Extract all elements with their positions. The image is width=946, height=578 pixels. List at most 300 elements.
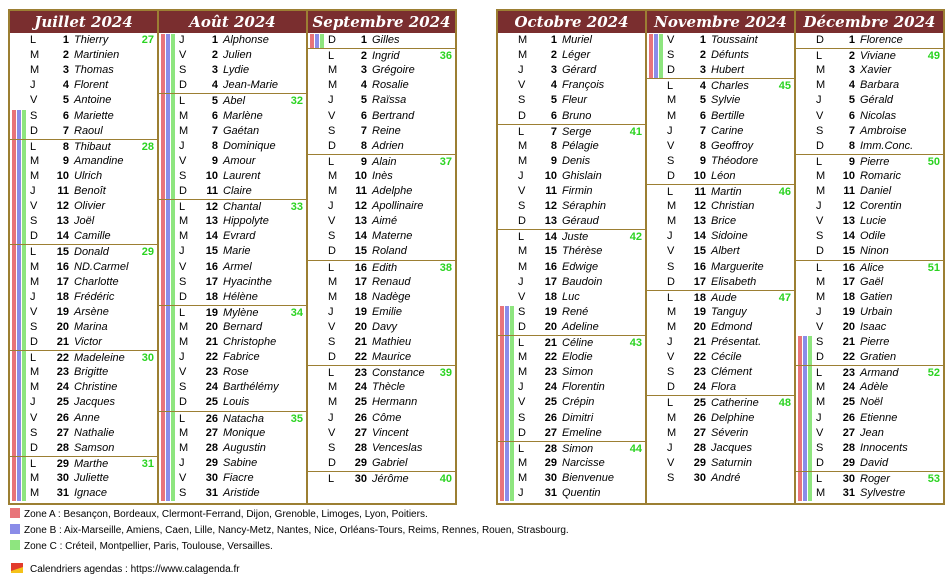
day-row (796, 456, 943, 471)
saint-name: Innocents (860, 441, 908, 454)
day-row (159, 365, 306, 380)
day-row (308, 260, 455, 276)
week-number: 30 (141, 352, 154, 365)
day-number: 15 (205, 245, 218, 258)
day-letter: D (328, 139, 336, 152)
week-number: 32 (290, 95, 303, 108)
saint-name: Thècle (372, 381, 406, 394)
day-row (647, 305, 794, 320)
day-number: 23 (354, 367, 367, 380)
day-number: 24 (842, 381, 855, 394)
day-row (308, 78, 455, 93)
day-number: 4 (211, 79, 218, 92)
saint-name: Augustin (223, 441, 266, 454)
day-number: 1 (699, 34, 706, 46)
day-row (159, 471, 306, 486)
day-number: 14 (354, 230, 367, 243)
day-letter: L (816, 367, 823, 380)
saint-name: Gaétan (223, 124, 260, 137)
day-letter: M (30, 381, 40, 394)
day-letter: D (816, 456, 824, 469)
saint-name: Isaac (860, 320, 887, 333)
day-number: 7 (360, 124, 367, 137)
day-letter: L (30, 457, 37, 470)
day-letter: D (179, 396, 187, 409)
day-number: 9 (550, 154, 557, 167)
day-letter: M (518, 154, 528, 167)
day-row (308, 426, 455, 441)
day-row (796, 214, 943, 229)
day-letter: M (328, 275, 338, 288)
day-letter: J (179, 456, 185, 469)
saint-name: Fabrice (223, 351, 260, 364)
calendar-block-jul-sep (8, 9, 457, 505)
day-row (647, 48, 794, 63)
day-number: 19 (354, 305, 367, 318)
footer-link[interactable]: Calendriers agendas : https://www.calagenda.fr (30, 564, 240, 575)
saint-name: Rose (223, 366, 249, 379)
day-row (498, 184, 645, 199)
saint-name: Marie (223, 245, 251, 258)
day-letter: L (179, 306, 186, 319)
saint-name: Lucie (860, 215, 887, 228)
saint-name: Noël (860, 396, 883, 409)
saint-name: Muriel (562, 34, 592, 46)
day-row (159, 305, 306, 321)
day-row (796, 320, 943, 335)
day-number: 21 (842, 336, 855, 348)
day-letter: M (667, 109, 677, 122)
saint-name: Gabriel (372, 456, 408, 469)
day-letter: J (667, 336, 673, 348)
day-letter: V (816, 215, 824, 228)
day-number: 25 (354, 396, 367, 409)
day-number: 10 (693, 169, 706, 182)
saint-name: David (860, 456, 889, 469)
saint-name: Crépin (562, 396, 595, 409)
day-number: 19 (205, 306, 218, 319)
day-number: 27 (354, 426, 367, 439)
footer (10, 562, 240, 575)
saint-name: François (562, 79, 605, 92)
day-row (10, 93, 157, 108)
saint-name: Aristide (223, 487, 260, 499)
day-number: 12 (544, 200, 557, 213)
day-row (647, 426, 794, 441)
day-letter: J (816, 411, 822, 424)
day-number: 25 (56, 396, 69, 409)
month-title: Décembre 2024 (796, 11, 943, 33)
day-row (647, 275, 794, 290)
day-number: 25 (544, 396, 557, 409)
saint-name: Donald (74, 246, 109, 259)
day-row (498, 335, 645, 351)
day-letter: J (328, 94, 334, 107)
day-row (10, 471, 157, 486)
day-row (308, 456, 455, 471)
saint-name: Abel (223, 95, 246, 108)
day-number: 30 (544, 471, 557, 484)
day-number: 5 (360, 94, 367, 107)
day-number: 24 (56, 381, 69, 394)
day-letter: M (30, 471, 40, 484)
day-letter: D (30, 441, 38, 454)
saint-name: Etienne (860, 411, 898, 424)
month-column (645, 11, 794, 503)
day-letter: L (328, 155, 335, 168)
day-row (10, 290, 157, 305)
day-number: 20 (354, 320, 367, 333)
saint-name: Benoît (74, 185, 106, 197)
day-letter: D (179, 79, 187, 92)
day-number: 13 (205, 215, 218, 228)
day-letter: D (328, 456, 336, 469)
day-letter: S (30, 320, 38, 333)
day-row (159, 184, 306, 199)
day-number: 29 (842, 456, 855, 469)
day-row (10, 169, 157, 184)
saint-name: Simon (562, 442, 594, 455)
day-number: 10 (205, 169, 218, 182)
saint-name: Ingrid (372, 50, 400, 63)
saint-name: Léger (562, 49, 591, 62)
week-number: 45 (778, 80, 791, 93)
day-number: 6 (211, 109, 218, 122)
saint-name: Victor (74, 336, 102, 348)
legend-zone-b-text: Zone B : Aix-Marseille, Amiens, Caen, Lille, Nancy-Metz, Nantes, Nice, Orléans-Tours, Reims, Rennes, Rouen, Strasbourg. (24, 525, 569, 536)
day-number: 16 (56, 260, 69, 273)
day-row (159, 93, 306, 109)
day-number: 8 (62, 140, 69, 153)
saint-name: Frédéric (74, 290, 115, 303)
day-row (308, 365, 455, 381)
day-number: 30 (205, 471, 218, 484)
day-row (796, 229, 943, 244)
saint-name: Sylvestre (860, 487, 906, 499)
saint-name: Barthélémy (223, 381, 279, 394)
day-number: 29 (544, 456, 557, 469)
week-number: 44 (629, 442, 642, 455)
saint-name: Edith (372, 261, 398, 274)
day-number: 7 (211, 124, 218, 137)
day-number: 19 (842, 305, 855, 318)
day-number: 17 (693, 275, 706, 288)
day-row (10, 48, 157, 63)
day-letter: J (30, 290, 36, 303)
day-letter: S (179, 487, 187, 499)
day-number: 15 (56, 246, 69, 259)
day-number: 5 (62, 94, 69, 107)
saint-name: Géraud (562, 215, 599, 228)
day-row (308, 139, 455, 154)
saint-name: Elisabeth (711, 275, 757, 288)
day-row (10, 214, 157, 229)
day-letter: M (30, 154, 40, 167)
day-number: 21 (354, 336, 367, 348)
day-row (10, 380, 157, 395)
day-letter: M (518, 366, 528, 379)
day-letter: D (816, 351, 824, 364)
day-letter: M (179, 426, 189, 439)
day-number: 27 (544, 426, 557, 439)
day-row (498, 33, 645, 48)
saint-name: Ghislain (562, 169, 602, 182)
day-row (796, 305, 943, 320)
day-number: 22 (56, 352, 69, 365)
day-row (10, 305, 157, 320)
day-row (647, 380, 794, 395)
day-letter: V (667, 139, 675, 152)
day-number: 29 (354, 456, 367, 469)
day-number: 5 (699, 94, 706, 107)
day-letter: S (30, 109, 38, 122)
saint-name: Gaël (860, 275, 884, 288)
day-row (10, 124, 157, 139)
saint-name: Raoul (74, 124, 103, 137)
day-number: 8 (360, 139, 367, 152)
day-letter: M (518, 260, 528, 273)
day-letter: V (30, 411, 38, 424)
day-row (796, 93, 943, 108)
day-number: 9 (360, 155, 367, 168)
day-row (308, 335, 455, 350)
day-row (796, 124, 943, 139)
saint-name: Christophe (223, 336, 277, 348)
day-letter: J (816, 305, 822, 318)
week-number: 36 (439, 50, 452, 63)
day-letter: L (518, 231, 525, 244)
saint-name: Odile (860, 230, 886, 243)
day-row (308, 395, 455, 410)
day-row (647, 365, 794, 380)
day-row (159, 426, 306, 441)
day-letter: J (667, 230, 673, 243)
saint-name: Arsène (74, 305, 109, 318)
saint-name: Bertille (711, 109, 745, 122)
day-row (647, 109, 794, 124)
day-row (10, 350, 157, 366)
day-letter: M (667, 320, 677, 333)
day-letter: L (30, 34, 37, 46)
saint-name: Armel (223, 260, 252, 273)
day-row (498, 441, 645, 457)
day-row (10, 441, 157, 456)
day-row (498, 395, 645, 410)
saint-name: Flora (711, 381, 737, 394)
saint-name: Céline (562, 337, 594, 349)
day-row (498, 124, 645, 140)
saint-name: Bertrand (372, 109, 415, 122)
saint-name: Inès (372, 169, 393, 182)
day-letter: D (816, 139, 824, 152)
saint-name: Gratien (860, 351, 897, 364)
saint-name: Adèle (860, 381, 889, 394)
day-number: 2 (211, 49, 218, 62)
day-row (10, 486, 157, 501)
day-row (10, 139, 157, 155)
day-number: 29 (205, 456, 218, 469)
day-row (159, 78, 306, 93)
day-letter: S (667, 260, 675, 273)
day-row (647, 320, 794, 335)
day-number: 11 (355, 185, 367, 197)
week-number: 34 (290, 306, 303, 319)
day-letter: S (328, 230, 336, 243)
day-number: 7 (848, 124, 855, 137)
saint-name: Gatien (860, 290, 893, 303)
saint-name: Hubert (711, 64, 745, 77)
day-row (796, 380, 943, 395)
day-row (498, 214, 645, 229)
day-letter: M (816, 64, 826, 77)
day-letter: J (30, 396, 36, 409)
saint-name: Bruno (562, 109, 592, 122)
day-number: 28 (205, 441, 218, 454)
saint-name: Louis (223, 396, 250, 409)
legend-zone-c (10, 540, 273, 552)
day-letter: S (30, 215, 38, 228)
saint-name: Hermann (372, 396, 418, 409)
saint-name: Jacques (711, 441, 752, 454)
saint-name: Catherine (711, 397, 759, 410)
saint-name: Brigitte (74, 366, 109, 379)
day-number: 22 (693, 351, 706, 364)
day-number: 28 (56, 441, 69, 454)
saint-name: Cécile (711, 351, 742, 364)
saint-name: Claire (223, 185, 252, 197)
week-number: 37 (439, 155, 452, 168)
saint-name: Xavier (860, 64, 892, 77)
day-number: 18 (354, 290, 367, 303)
day-row (796, 350, 943, 365)
day-row (308, 214, 455, 229)
day-row (159, 169, 306, 184)
day-number: 30 (354, 472, 367, 485)
saint-name: Aude (711, 291, 737, 304)
day-letter: L (518, 125, 525, 138)
day-row (10, 244, 157, 260)
day-number: 10 (842, 169, 855, 182)
day-row (159, 335, 306, 350)
day-row (308, 441, 455, 456)
day-letter: M (816, 290, 826, 303)
day-letter: J (816, 94, 822, 107)
day-number: 18 (842, 290, 855, 303)
day-number: 4 (848, 79, 855, 92)
legend-zone-c-text: Zone C : Créteil, Montpellier, Paris, Toulouse, Versailles. (24, 541, 273, 552)
day-number: 1 (62, 34, 69, 46)
day-number: 23 (544, 366, 557, 379)
saint-name: Aimé (372, 215, 398, 228)
day-letter: L (328, 50, 335, 63)
saint-name: Adrien (372, 139, 404, 152)
saint-name: Florent (74, 79, 109, 92)
day-row (796, 78, 943, 93)
week-number: 47 (778, 291, 791, 304)
day-number: 3 (550, 64, 557, 77)
day-letter: L (30, 352, 37, 365)
day-letter: V (667, 456, 675, 469)
week-number: 51 (927, 261, 940, 274)
day-letter: J (667, 441, 673, 454)
day-row (647, 260, 794, 275)
day-letter: J (518, 169, 524, 182)
day-letter: V (816, 109, 824, 122)
day-number: 1 (550, 34, 557, 46)
day-row (308, 411, 455, 426)
day-letter: J (518, 275, 524, 288)
day-number: 9 (211, 154, 218, 167)
day-number: 2 (699, 49, 706, 62)
day-number: 14 (544, 231, 557, 244)
day-number: 14 (205, 230, 218, 243)
day-number: 11 (694, 186, 706, 198)
day-number: 24 (544, 381, 557, 394)
saint-name: Thérèse (562, 245, 603, 258)
day-row (796, 426, 943, 441)
day-row (308, 350, 455, 365)
day-number: 3 (360, 64, 367, 77)
day-letter: M (30, 49, 40, 62)
day-letter: S (518, 305, 526, 318)
month-column (157, 11, 306, 503)
day-row (308, 275, 455, 290)
day-letter: M (816, 487, 826, 499)
saint-name: Constance (372, 367, 425, 380)
day-number: 19 (693, 305, 706, 318)
saint-name: Simon (562, 366, 594, 379)
day-letter: M (30, 64, 40, 77)
saint-name: Martin (711, 186, 742, 198)
day-row (308, 124, 455, 139)
day-row (308, 154, 455, 170)
saint-name: Camille (74, 230, 111, 243)
saint-name: Narcisse (562, 456, 605, 469)
day-letter: M (816, 169, 826, 182)
day-number: 12 (56, 200, 69, 213)
saint-name: Pierre (860, 336, 890, 348)
day-row (10, 426, 157, 441)
day-row (647, 441, 794, 456)
month-column (306, 11, 455, 503)
day-number: 3 (848, 64, 855, 77)
saint-name: Séraphin (562, 200, 607, 213)
day-letter: L (179, 201, 186, 214)
saint-name: ND.Carmel (74, 260, 129, 273)
day-row (498, 456, 645, 471)
week-number: 27 (141, 34, 154, 46)
day-letter: L (179, 412, 186, 425)
saint-name: Christian (711, 200, 755, 213)
day-letter: V (518, 185, 526, 197)
day-row (159, 380, 306, 395)
saint-name: Jérôme (372, 472, 409, 485)
day-row (498, 471, 645, 486)
saint-name: Nadège (372, 290, 411, 303)
day-number: 31 (842, 487, 855, 499)
day-letter: J (179, 245, 185, 258)
day-letter: D (518, 320, 526, 333)
day-letter: M (518, 245, 528, 258)
saint-name: Chantal (223, 201, 261, 214)
week-number: 50 (927, 155, 940, 168)
day-row (647, 124, 794, 139)
saint-name: Séverin (711, 426, 749, 439)
day-letter: M (30, 366, 40, 379)
day-number: 19 (56, 305, 69, 318)
day-number: 11 (843, 185, 855, 197)
day-letter: L (667, 291, 674, 304)
